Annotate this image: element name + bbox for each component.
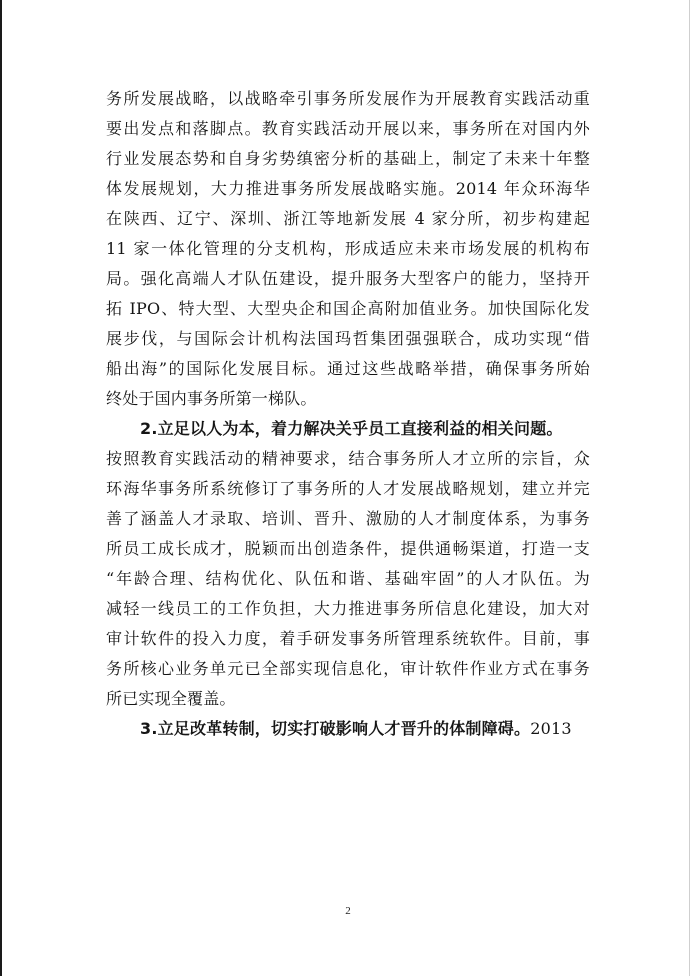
paragraph-line: 展步伐，与国际会计机构法国玛哲集团强强联合，成功实现“借 [106, 329, 590, 348]
paragraph-line: “年龄合理、结构优化、队伍和谐、基础牢固”的人才队伍。为 [106, 569, 590, 588]
paragraph-line: 务所发展战略，以战略牵引事务所发展作为开展教育实践活动重 [106, 89, 590, 108]
paragraph-line: 审计软件的投入力度，着手研发事务所管理系统软件。目前，事 [106, 629, 590, 648]
section-3-heading: 3.立足改革转制，切实打破影响人才晋升的体制障碍。 [140, 719, 531, 738]
paragraph-line: 所已实现全覆盖。 [106, 689, 236, 708]
paragraph-line: 务所核心业务单元已全部实现信息化，审计软件作业方式在事务 [106, 659, 590, 678]
paragraph-line: 减轻一线员工的工作负担，大力推进事务所信息化建设，加大对 [106, 599, 590, 618]
paragraph-line: 所员工成长成才，脱颖而出创造条件，提供通畅渠道，打造一支 [106, 539, 590, 558]
paragraph-line: 按照教育实践活动的精神要求，结合事务所人才立所的宗旨，众 [106, 449, 590, 468]
paragraph-line: 体发展规划，大力推进事务所发展战略实施。2014 年众环海华 [106, 179, 590, 198]
document-body [106, 84, 590, 744]
paragraph-line: 在陕西、辽宁、深圳、浙江等地新发展 4 家分所，初步构建起 [106, 209, 590, 228]
section-2-heading: 2.立足以人为本，着力解决关乎员工直接利益的相关问题。 [140, 419, 563, 438]
section-3-tail: 2013 [530, 719, 572, 738]
paragraph-line: 局。强化高端人才队伍建设，提升服务大型客户的能力，坚持开 [106, 269, 590, 288]
paragraph-line: 拓 IPO、特大型、大型央企和国企高附加值业务。加快国际化发 [106, 299, 590, 318]
section-3-line [106, 714, 590, 744]
paragraph-line: 环海华事务所系统修订了事务所的人才发展战略规划，建立并完 [106, 479, 590, 498]
paragraph-line: 终处于国内事务所第一梯队。 [106, 389, 317, 408]
paragraph-line: 善了涵盖人才录取、培训、晋升、激励的人才制度体系，为事务 [106, 509, 590, 528]
paragraph-line: 11 家一体化管理的分支机构，形成适应未来市场发展的机构布 [106, 239, 590, 258]
paragraph-line: 要出发点和落脚点。教育实践活动开展以来，事务所在对国内外 [106, 119, 590, 138]
page-number: 2 [345, 905, 351, 917]
paragraph-line: 船出海”的国际化发展目标。通过这些战略举措，确保事务所始 [106, 359, 590, 378]
paragraph-line: 行业发展态势和自身劣势缜密分析的基础上，制定了未来十年整 [106, 149, 590, 168]
